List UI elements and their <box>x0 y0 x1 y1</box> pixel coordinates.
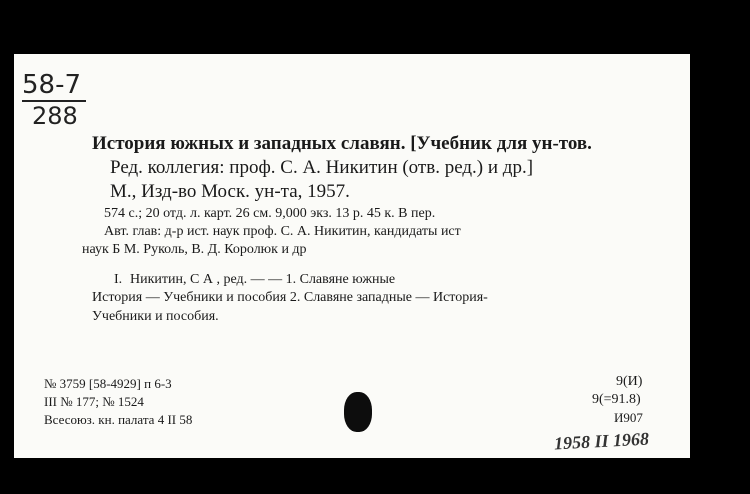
footer-registry: III № 177; № 1524 <box>44 394 144 409</box>
date-stamp: 1958 ІІ 1968 <box>553 428 650 454</box>
shelf-code-bottom: 288 <box>32 102 78 130</box>
shelf-code-top: 58-7 <box>22 70 82 100</box>
footer-chamber: Всесоюз. кн. палата 4 II 58 <box>44 412 193 427</box>
entry-editors: Ред. коллегия: проф. С. А. Никитин (отв. ред.) и др.] <box>110 157 534 178</box>
tracing-line-3: Учебники и пособия. <box>92 309 219 324</box>
catalog-card <box>14 54 690 458</box>
entry-authors-1: Авт. глав: д-р ист. наук проф. С. А. Никитин, кандидаты ист <box>104 224 461 239</box>
footer-record-number: № 3759 [58-4929] п 6-3 <box>44 376 172 391</box>
entry-authors-2: наук Б М. Руколь, В. Д. Королюк и др <box>82 242 307 257</box>
tracing-line-2: История — Учебники и пособия 2. Славяне западные — История- <box>92 290 488 305</box>
tracing-line-1: Никитин, С А , ред. — — 1. Славяне южные <box>130 272 396 287</box>
footer-class-3: И907 <box>614 410 643 425</box>
entry-collation: 574 с.; 20 отд. л. карт. 26 см. 9,000 экз. 13 р. 45 к. В пер. <box>104 206 436 221</box>
tracing-roman-numeral: I. <box>114 272 123 287</box>
entry-title: История южных и западных славян. [Учебник для ун-тов. <box>92 133 592 154</box>
footer-class-1: 9(И) <box>616 374 643 389</box>
entry-imprint: М., Изд-во Моск. ун-та, 1957. <box>110 181 350 202</box>
ink-blot <box>344 392 372 432</box>
footer-class-2: 9(=91.8) <box>592 392 641 407</box>
